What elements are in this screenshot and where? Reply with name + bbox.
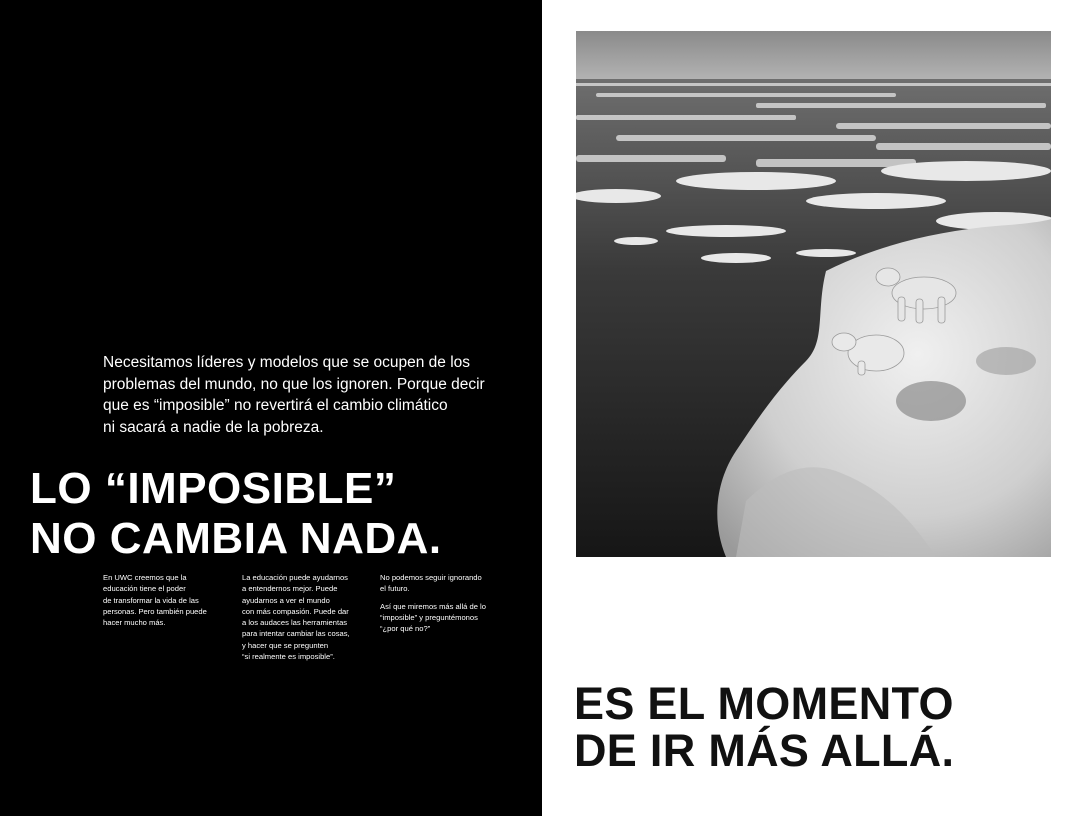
intro-line: que es “imposible” no revertirá el cambio climático: [103, 397, 448, 414]
text-column-2: [242, 572, 372, 668]
column-line: para intentar cambiar las cosas,: [242, 629, 350, 639]
column-paragraph: [380, 601, 510, 635]
column-line: “imposible” y preguntémonos: [380, 612, 478, 622]
column-paragraph: [380, 572, 510, 595]
polar-bears-photo: [576, 31, 1051, 557]
column-line: La educación puede ayudarnos: [242, 573, 348, 582]
column-line: “¿por qué no?”: [380, 624, 431, 634]
column-line: educación tiene el poder: [103, 584, 186, 594]
column-line: No podemos seguir ignorando: [380, 573, 482, 582]
headline-momento: [574, 680, 954, 774]
column-line: con más compasión. Puede dar: [242, 606, 349, 616]
column-line: y hacer que se pregunten: [242, 640, 329, 650]
column-line: En UWC creemos que la: [103, 573, 187, 582]
intro-line: Necesitamos líderes y modelos que se ocupen de los: [103, 354, 471, 371]
column-line: personas. Pero también puede: [103, 606, 207, 616]
headline-imposible: [30, 464, 442, 564]
intro-line: problemas del mundo, no que los ignoren. Porque decir: [103, 375, 485, 393]
headline-line: ES EL MOMENTO: [574, 678, 954, 729]
text-column-3: [380, 572, 510, 640]
intro-line: ni sacará a nadie de la pobreza.: [103, 418, 324, 436]
column-paragraph: [242, 572, 372, 662]
left-page: [0, 0, 542, 816]
column-line: ayudarnos a ver el mundo: [242, 595, 330, 605]
column-line: el futuro.: [380, 584, 410, 594]
right-page: [542, 0, 1087, 816]
headline-line: DE IR MÁS ALLÁ.: [574, 725, 955, 776]
text-column-1: [103, 572, 233, 634]
headline-line: NO CAMBIA NADA.: [30, 514, 442, 563]
column-line: Así que miremos más allá de lo: [380, 601, 486, 611]
intro-paragraph: [103, 352, 523, 438]
column-line: hacer mucho más.: [103, 618, 166, 628]
column-line: a entendernos mejor. Puede: [242, 584, 338, 594]
column-line: a los audaces las herramientas: [242, 618, 348, 628]
headline-line: LO “IMPOSIBLE”: [30, 464, 397, 513]
column-line: de transformar la vida de las: [103, 595, 199, 605]
column-line: “si realmente es imposible”.: [242, 652, 335, 662]
column-paragraph: [103, 572, 233, 628]
